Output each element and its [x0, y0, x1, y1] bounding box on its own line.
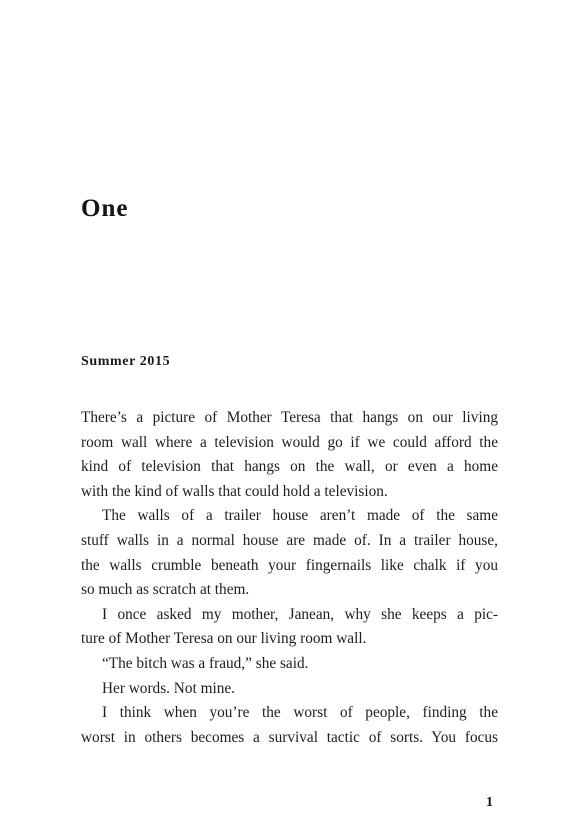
- text-line: worst in others becomes a survival tactic of sorts. You focus: [81, 728, 498, 746]
- section-heading: Summer 2015: [81, 354, 171, 369]
- text-line: so much as scratch at them.: [81, 581, 250, 599]
- text-line: kind of television that hangs on the wall, or even a home: [81, 458, 498, 476]
- text-line: the walls crumble beneath your fingernails like chalk if you: [81, 556, 498, 574]
- text-line: room wall where a television would go if we could afford the: [81, 433, 498, 451]
- body-text: [81, 406, 498, 750]
- text-line: I once asked my mother, Janean, why she keeps a pic-: [102, 605, 498, 623]
- page-number: 1: [486, 795, 493, 810]
- chapter-title: One: [81, 195, 129, 222]
- text-line: Her words. Not mine.: [102, 679, 235, 697]
- text-line: The walls of a trailer house aren’t made of the same: [102, 507, 498, 525]
- text-line: ture of Mother Teresa on our living room wall.: [81, 630, 367, 648]
- text-line: I think when you’re the worst of people, finding the: [102, 704, 498, 722]
- text-line: “The bitch was a fraud,” she said.: [102, 654, 309, 672]
- text-line: There’s a picture of Mother Teresa that hangs on our living: [81, 409, 498, 426]
- text-line: stuff walls in a normal house are made of. In a trailer house,: [81, 531, 498, 549]
- text-line: with the kind of walls that could hold a television.: [81, 482, 388, 500]
